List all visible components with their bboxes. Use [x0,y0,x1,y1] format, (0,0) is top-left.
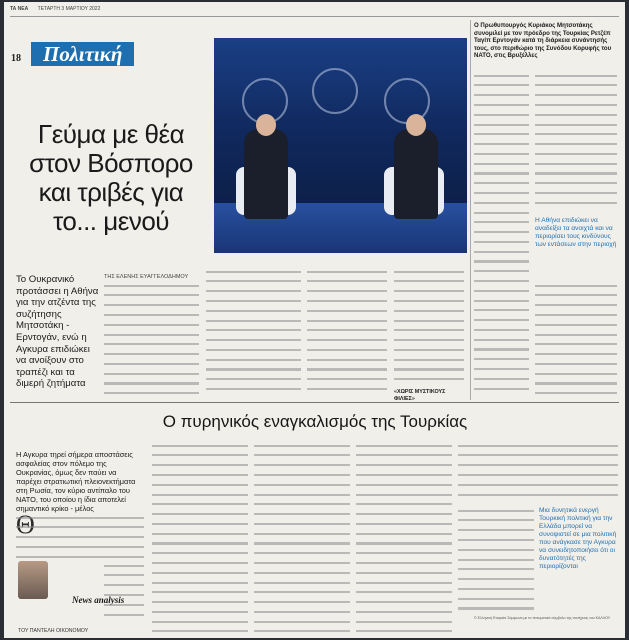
head-left [256,114,276,136]
pull-quote: Μια δυνητικά ενεργή Τουρκική πολιτική για την Ελλάδα μπορεί να συνοψιστεί σε μια πολιτική που ανάγκασε την Αγκυρα να συνειδητοποιήσει ότι οι δυνατότητές της περιορίζονται [539,507,617,570]
body-column [254,442,350,632]
newspaper-name: ΤΑ ΝΕΑ [10,6,29,12]
copyright-note: © Ελληνική Εταιρεία Σύμφωνα με το πνευματικό σύμβολο της συνέχειας του ΚΑΛΛΟΥ [474,616,611,620]
body-column [307,268,387,396]
article-byline: ΤΟΥ ΠΑΝΤΕΛΗ ΟΙΚΟΝΟΜΟΥ [18,628,89,634]
meeting-photo [214,38,467,253]
pull-quote: Η Αθήνα επιδιώκει να αναδείξει τα ανοιχτά και να περιορίσει τους κινδύνους των εντάσεων στην περιοχή [535,217,617,248]
column-divider [470,20,471,400]
person-right [394,129,438,219]
head-right [406,114,426,136]
body-column [535,282,617,394]
body-column [16,514,144,558]
highlight-label: «ΧΩΡΙΣ ΜΥΣΤΙΚΟΥΣ ΦΙΛΙΕΣ» [394,389,446,402]
body-column [535,72,617,212]
article-byline: ΤΗΣ ΕΛΕΝΗΣ ΕΥΑΓΓΕΛΟΔΗΜΟΥ [104,274,189,280]
body-column [458,507,534,612]
section-divider [10,402,619,403]
nato-logo-icon [312,68,358,114]
article-headline: Γεύμα με θέα στον Βόσπορο και τριβές για το... μενού [29,119,193,236]
section-name: Πολιτική [31,42,134,66]
body-column [458,442,618,502]
body-column [104,562,144,622]
issue-date: ΤΕΤΑΡΤΗ 3 ΜΑΡΤΙΟΥ 2022 [37,6,101,12]
article-lead [16,450,144,513]
article-headline: Ο πυρηνικός εναγκαλισμός της Τουρκίας [162,412,468,431]
drop-cap: Θ [16,514,35,539]
masthead [10,6,619,17]
body-column [152,442,248,632]
body-column [474,72,529,392]
page-number: 18 [11,53,21,64]
news-analysis-label: News analysis [72,595,125,605]
photo-caption: Ο Πρωθυπουργός Κυριάκος Μητσοτάκης συνομιλεί με τον πρόεδρο της Τουρκίας Ρετζέπ Ταγίπ Ερντογάν κατά τη διάρκεια συνάντησής τους, στο περιθώριο της Συνόδου Κορυφής του ΝΑΤΟ, στις Βρυξέλλες [474,22,612,60]
section-header [11,42,201,66]
person-left [244,129,288,219]
body-column [356,442,452,632]
newspaper-page [4,2,625,638]
article-lead-text: Η Αγκυρα τηρεί σήμερα αποστάσεις ασφαλείας στον πόλεμο της Ουκρανίας, όμως δεν παύει να παρέχει στρατιωτική πλειονεκτήματα στη Ρωσία, τον κύριο αντίπαλο του ΝΑΤΟ, του οποίου η ίδια αποτελεί σημαντικό κρίκο - μέλος [16,450,136,513]
body-column [206,268,301,396]
body-column [104,282,199,397]
article-lead: Το Ουκρανικό προτάσσει η Αθήνα για την ατζέντα της συζήτησης Μητσοτάκη - Ερντογάν, ενώ η Αγκυρα επιδιώκει να ανοίξουν στο τραπέζι και τα διμερή ζητήματα [16,274,99,390]
author-avatar [18,561,48,599]
body-column [394,268,464,383]
